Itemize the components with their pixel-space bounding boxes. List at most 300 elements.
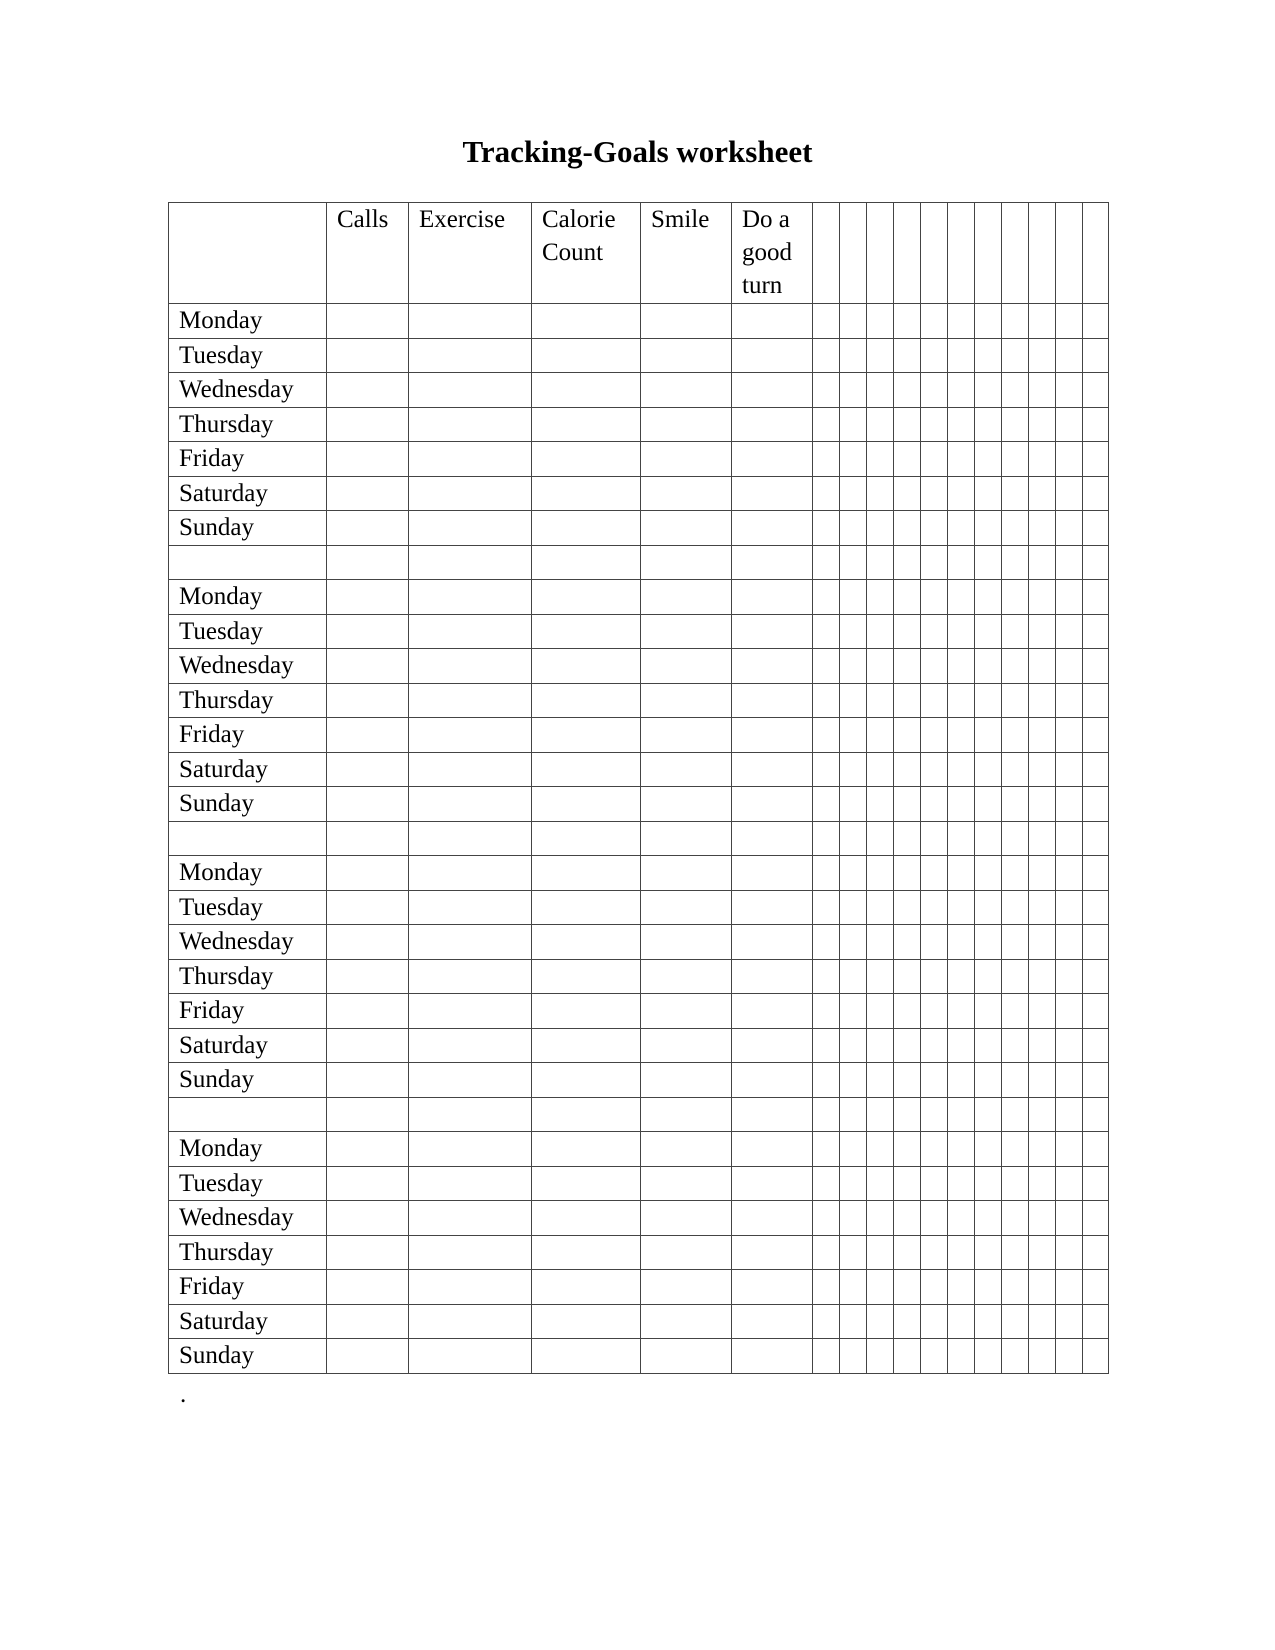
tracking-cell[interactable] [1002,442,1029,477]
tracking-cell[interactable] [732,373,813,408]
tracking-cell[interactable] [975,1304,1002,1339]
tracking-cell[interactable] [1002,373,1029,408]
tracking-cell[interactable] [732,580,813,615]
tracking-cell[interactable] [813,1166,840,1201]
tracking-cell[interactable] [840,856,867,891]
tracking-cell[interactable] [867,1132,894,1167]
tracking-cell[interactable] [732,959,813,994]
tracking-cell[interactable] [975,338,1002,373]
tracking-cell[interactable] [327,994,409,1029]
tracking-cell[interactable] [948,1339,975,1374]
tracking-cell[interactable] [813,890,840,925]
tracking-cell[interactable] [327,614,409,649]
tracking-cell[interactable] [975,476,1002,511]
tracking-cell[interactable] [409,580,532,615]
tracking-cell[interactable] [641,959,732,994]
tracking-cell[interactable] [409,856,532,891]
tracking-cell[interactable] [975,614,1002,649]
tracking-cell[interactable] [532,304,641,339]
tracking-cell[interactable] [840,442,867,477]
tracking-cell[interactable] [1002,1132,1029,1167]
tracking-cell[interactable] [867,1166,894,1201]
tracking-cell[interactable] [921,1166,948,1201]
tracking-cell[interactable] [409,1132,532,1167]
tracking-cell[interactable] [532,925,641,960]
tracking-cell[interactable] [1002,718,1029,753]
tracking-cell[interactable] [532,787,641,822]
tracking-cell[interactable] [840,1270,867,1305]
tracking-cell[interactable] [409,407,532,442]
tracking-cell[interactable] [921,752,948,787]
tracking-cell[interactable] [975,890,1002,925]
tracking-cell[interactable] [813,1304,840,1339]
tracking-cell[interactable] [409,1201,532,1236]
tracking-cell[interactable] [894,959,921,994]
tracking-cell[interactable] [1002,959,1029,994]
tracking-cell[interactable] [1083,1166,1109,1201]
tracking-cell[interactable] [732,1201,813,1236]
tracking-cell[interactable] [532,890,641,925]
tracking-cell[interactable] [975,752,1002,787]
tracking-cell[interactable] [409,338,532,373]
tracking-cell[interactable] [1056,1201,1083,1236]
tracking-cell[interactable] [948,407,975,442]
tracking-cell[interactable] [641,649,732,684]
tracking-cell[interactable] [1056,614,1083,649]
tracking-cell[interactable] [1002,304,1029,339]
tracking-cell[interactable] [867,718,894,753]
tracking-cell[interactable] [921,959,948,994]
tracking-cell[interactable] [840,476,867,511]
tracking-cell[interactable] [921,1304,948,1339]
tracking-cell[interactable] [948,442,975,477]
tracking-cell[interactable] [867,1304,894,1339]
tracking-cell[interactable] [813,856,840,891]
tracking-cell[interactable] [813,580,840,615]
tracking-cell[interactable] [867,580,894,615]
tracking-cell[interactable] [921,1270,948,1305]
tracking-cell[interactable] [975,1235,1002,1270]
tracking-cell[interactable] [948,1166,975,1201]
tracking-cell[interactable] [641,442,732,477]
tracking-cell[interactable] [894,1166,921,1201]
tracking-cell[interactable] [894,856,921,891]
tracking-cell[interactable] [1002,1235,1029,1270]
tracking-cell[interactable] [894,1270,921,1305]
tracking-cell[interactable] [948,718,975,753]
tracking-cell[interactable] [732,1063,813,1098]
tracking-cell[interactable] [813,511,840,546]
tracking-cell[interactable] [948,1304,975,1339]
tracking-cell[interactable] [409,304,532,339]
tracking-cell[interactable] [813,683,840,718]
tracking-cell[interactable] [732,890,813,925]
tracking-cell[interactable] [409,752,532,787]
tracking-cell[interactable] [867,1201,894,1236]
tracking-cell[interactable] [641,1235,732,1270]
tracking-cell[interactable] [1029,511,1056,546]
tracking-cell[interactable] [1083,1201,1109,1236]
tracking-cell[interactable] [1029,683,1056,718]
tracking-cell[interactable] [975,994,1002,1029]
tracking-cell[interactable] [948,511,975,546]
tracking-cell[interactable] [840,580,867,615]
tracking-cell[interactable] [732,304,813,339]
tracking-cell[interactable] [732,1339,813,1374]
tracking-cell[interactable] [948,338,975,373]
tracking-cell[interactable] [1083,856,1109,891]
tracking-cell[interactable] [532,1201,641,1236]
tracking-cell[interactable] [948,959,975,994]
tracking-cell[interactable] [1083,752,1109,787]
tracking-cell[interactable] [813,959,840,994]
tracking-cell[interactable] [921,994,948,1029]
tracking-cell[interactable] [732,476,813,511]
tracking-cell[interactable] [1029,304,1056,339]
tracking-cell[interactable] [1029,614,1056,649]
tracking-cell[interactable] [975,1166,1002,1201]
tracking-cell[interactable] [921,407,948,442]
tracking-cell[interactable] [1029,1132,1056,1167]
tracking-cell[interactable] [921,580,948,615]
tracking-cell[interactable] [1083,1270,1109,1305]
tracking-cell[interactable] [867,890,894,925]
tracking-cell[interactable] [1002,925,1029,960]
tracking-cell[interactable] [1083,614,1109,649]
tracking-cell[interactable] [948,1270,975,1305]
tracking-cell[interactable] [813,1063,840,1098]
tracking-cell[interactable] [327,683,409,718]
tracking-cell[interactable] [1002,649,1029,684]
tracking-cell[interactable] [409,614,532,649]
tracking-cell[interactable] [1002,580,1029,615]
tracking-cell[interactable] [1029,373,1056,408]
tracking-cell[interactable] [894,1304,921,1339]
tracking-cell[interactable] [948,683,975,718]
tracking-cell[interactable] [1056,683,1083,718]
tracking-cell[interactable] [948,649,975,684]
tracking-cell[interactable] [975,1028,1002,1063]
tracking-cell[interactable] [409,1063,532,1098]
tracking-cell[interactable] [532,373,641,408]
tracking-cell[interactable] [641,718,732,753]
tracking-cell[interactable] [532,959,641,994]
tracking-cell[interactable] [840,373,867,408]
tracking-cell[interactable] [532,614,641,649]
tracking-cell[interactable] [840,718,867,753]
tracking-cell[interactable] [840,1028,867,1063]
tracking-cell[interactable] [921,476,948,511]
tracking-cell[interactable] [894,649,921,684]
tracking-cell[interactable] [1056,1063,1083,1098]
tracking-cell[interactable] [532,1028,641,1063]
tracking-cell[interactable] [641,476,732,511]
tracking-cell[interactable] [409,1166,532,1201]
tracking-cell[interactable] [409,718,532,753]
tracking-cell[interactable] [1083,407,1109,442]
tracking-cell[interactable] [921,1063,948,1098]
tracking-cell[interactable] [1056,718,1083,753]
tracking-cell[interactable] [1029,1028,1056,1063]
tracking-cell[interactable] [1002,407,1029,442]
tracking-cell[interactable] [1002,1304,1029,1339]
tracking-cell[interactable] [948,1201,975,1236]
tracking-cell[interactable] [1056,407,1083,442]
tracking-cell[interactable] [867,511,894,546]
tracking-cell[interactable] [948,787,975,822]
tracking-cell[interactable] [948,476,975,511]
tracking-cell[interactable] [409,787,532,822]
tracking-cell[interactable] [732,1132,813,1167]
tracking-cell[interactable] [840,407,867,442]
tracking-cell[interactable] [732,925,813,960]
tracking-cell[interactable] [840,1132,867,1167]
tracking-cell[interactable] [975,580,1002,615]
tracking-cell[interactable] [840,1166,867,1201]
tracking-cell[interactable] [813,407,840,442]
tracking-cell[interactable] [1056,925,1083,960]
tracking-cell[interactable] [1083,1339,1109,1374]
tracking-cell[interactable] [840,959,867,994]
tracking-cell[interactable] [641,304,732,339]
tracking-cell[interactable] [532,649,641,684]
tracking-cell[interactable] [921,890,948,925]
tracking-cell[interactable] [921,1235,948,1270]
tracking-cell[interactable] [641,1028,732,1063]
tracking-cell[interactable] [948,1028,975,1063]
tracking-cell[interactable] [532,1304,641,1339]
tracking-cell[interactable] [327,1063,409,1098]
tracking-cell[interactable] [1056,442,1083,477]
tracking-cell[interactable] [327,304,409,339]
tracking-cell[interactable] [1029,580,1056,615]
tracking-cell[interactable] [894,787,921,822]
tracking-cell[interactable] [1029,959,1056,994]
tracking-cell[interactable] [813,718,840,753]
tracking-cell[interactable] [1083,718,1109,753]
tracking-cell[interactable] [532,580,641,615]
tracking-cell[interactable] [641,752,732,787]
tracking-cell[interactable] [894,476,921,511]
tracking-cell[interactable] [1056,1270,1083,1305]
tracking-cell[interactable] [813,649,840,684]
tracking-cell[interactable] [867,856,894,891]
tracking-cell[interactable] [532,476,641,511]
tracking-cell[interactable] [641,1201,732,1236]
tracking-cell[interactable] [1002,1166,1029,1201]
tracking-cell[interactable] [641,580,732,615]
tracking-cell[interactable] [641,1339,732,1374]
tracking-cell[interactable] [1029,1063,1056,1098]
tracking-cell[interactable] [840,304,867,339]
tracking-cell[interactable] [641,890,732,925]
tracking-cell[interactable] [894,580,921,615]
tracking-cell[interactable] [894,407,921,442]
tracking-cell[interactable] [1029,752,1056,787]
tracking-cell[interactable] [948,752,975,787]
tracking-cell[interactable] [1029,1166,1056,1201]
tracking-cell[interactable] [975,1132,1002,1167]
tracking-cell[interactable] [813,752,840,787]
tracking-cell[interactable] [975,959,1002,994]
tracking-cell[interactable] [532,856,641,891]
tracking-cell[interactable] [327,752,409,787]
tracking-cell[interactable] [921,787,948,822]
tracking-cell[interactable] [532,338,641,373]
tracking-cell[interactable] [921,1339,948,1374]
tracking-cell[interactable] [1029,338,1056,373]
tracking-cell[interactable] [975,925,1002,960]
tracking-cell[interactable] [813,925,840,960]
tracking-cell[interactable] [641,787,732,822]
tracking-cell[interactable] [867,683,894,718]
tracking-cell[interactable] [975,1201,1002,1236]
tracking-cell[interactable] [813,338,840,373]
tracking-cell[interactable] [1083,338,1109,373]
tracking-cell[interactable] [327,856,409,891]
tracking-cell[interactable] [327,925,409,960]
tracking-cell[interactable] [641,1270,732,1305]
tracking-cell[interactable] [921,373,948,408]
tracking-cell[interactable] [732,1166,813,1201]
tracking-cell[interactable] [532,1235,641,1270]
tracking-cell[interactable] [1029,649,1056,684]
tracking-cell[interactable] [867,373,894,408]
tracking-cell[interactable] [894,890,921,925]
tracking-cell[interactable] [409,683,532,718]
tracking-cell[interactable] [1083,442,1109,477]
tracking-cell[interactable] [532,407,641,442]
tracking-cell[interactable] [813,1132,840,1167]
tracking-cell[interactable] [840,1339,867,1374]
tracking-cell[interactable] [948,1132,975,1167]
tracking-cell[interactable] [840,338,867,373]
tracking-cell[interactable] [867,959,894,994]
tracking-cell[interactable] [813,787,840,822]
tracking-cell[interactable] [409,373,532,408]
tracking-cell[interactable] [641,925,732,960]
tracking-cell[interactable] [327,1166,409,1201]
tracking-cell[interactable] [641,338,732,373]
tracking-cell[interactable] [409,1235,532,1270]
tracking-cell[interactable] [1056,373,1083,408]
tracking-cell[interactable] [1002,1201,1029,1236]
tracking-cell[interactable] [409,994,532,1029]
tracking-cell[interactable] [732,442,813,477]
tracking-cell[interactable] [732,1304,813,1339]
tracking-cell[interactable] [641,614,732,649]
tracking-cell[interactable] [894,442,921,477]
tracking-cell[interactable] [409,1270,532,1305]
tracking-cell[interactable] [894,614,921,649]
tracking-cell[interactable] [327,1201,409,1236]
tracking-cell[interactable] [921,511,948,546]
tracking-cell[interactable] [409,959,532,994]
tracking-cell[interactable] [532,1270,641,1305]
tracking-cell[interactable] [1083,1028,1109,1063]
tracking-cell[interactable] [327,1339,409,1374]
tracking-cell[interactable] [1083,511,1109,546]
tracking-cell[interactable] [327,1304,409,1339]
tracking-cell[interactable] [813,304,840,339]
tracking-cell[interactable] [975,304,1002,339]
tracking-cell[interactable] [894,752,921,787]
tracking-cell[interactable] [813,1339,840,1374]
tracking-cell[interactable] [894,718,921,753]
tracking-cell[interactable] [1083,1304,1109,1339]
tracking-cell[interactable] [641,1304,732,1339]
tracking-cell[interactable] [840,511,867,546]
tracking-cell[interactable] [867,925,894,960]
tracking-cell[interactable] [1002,683,1029,718]
tracking-cell[interactable] [1056,580,1083,615]
tracking-cell[interactable] [1002,1063,1029,1098]
tracking-cell[interactable] [867,1028,894,1063]
tracking-cell[interactable] [327,787,409,822]
tracking-cell[interactable] [1083,683,1109,718]
tracking-cell[interactable] [1083,925,1109,960]
tracking-cell[interactable] [894,338,921,373]
tracking-cell[interactable] [1029,856,1056,891]
tracking-cell[interactable] [1083,994,1109,1029]
tracking-cell[interactable] [532,994,641,1029]
tracking-cell[interactable] [732,1270,813,1305]
tracking-cell[interactable] [948,925,975,960]
tracking-cell[interactable] [921,1132,948,1167]
tracking-cell[interactable] [532,752,641,787]
tracking-cell[interactable] [813,373,840,408]
tracking-cell[interactable] [732,338,813,373]
tracking-cell[interactable] [894,1132,921,1167]
tracking-cell[interactable] [1029,787,1056,822]
tracking-cell[interactable] [732,1028,813,1063]
tracking-cell[interactable] [732,683,813,718]
tracking-cell[interactable] [1083,1063,1109,1098]
tracking-cell[interactable] [975,407,1002,442]
tracking-cell[interactable] [1002,1028,1029,1063]
tracking-cell[interactable] [1083,1132,1109,1167]
tracking-cell[interactable] [948,373,975,408]
tracking-cell[interactable] [327,511,409,546]
tracking-cell[interactable] [1029,1270,1056,1305]
tracking-cell[interactable] [327,649,409,684]
tracking-cell[interactable] [840,1304,867,1339]
tracking-cell[interactable] [1056,1166,1083,1201]
tracking-cell[interactable] [327,373,409,408]
tracking-cell[interactable] [532,442,641,477]
tracking-cell[interactable] [532,718,641,753]
tracking-cell[interactable] [867,1063,894,1098]
tracking-cell[interactable] [894,994,921,1029]
tracking-cell[interactable] [975,649,1002,684]
tracking-cell[interactable] [867,338,894,373]
tracking-cell[interactable] [1083,476,1109,511]
tracking-cell[interactable] [409,1028,532,1063]
tracking-cell[interactable] [1002,856,1029,891]
tracking-cell[interactable] [948,614,975,649]
tracking-cell[interactable] [975,511,1002,546]
tracking-cell[interactable] [921,614,948,649]
tracking-cell[interactable] [894,511,921,546]
tracking-cell[interactable] [921,649,948,684]
tracking-cell[interactable] [409,1339,532,1374]
tracking-cell[interactable] [1056,752,1083,787]
tracking-cell[interactable] [867,1235,894,1270]
tracking-cell[interactable] [813,442,840,477]
tracking-cell[interactable] [1056,649,1083,684]
tracking-cell[interactable] [409,442,532,477]
tracking-cell[interactable] [409,476,532,511]
